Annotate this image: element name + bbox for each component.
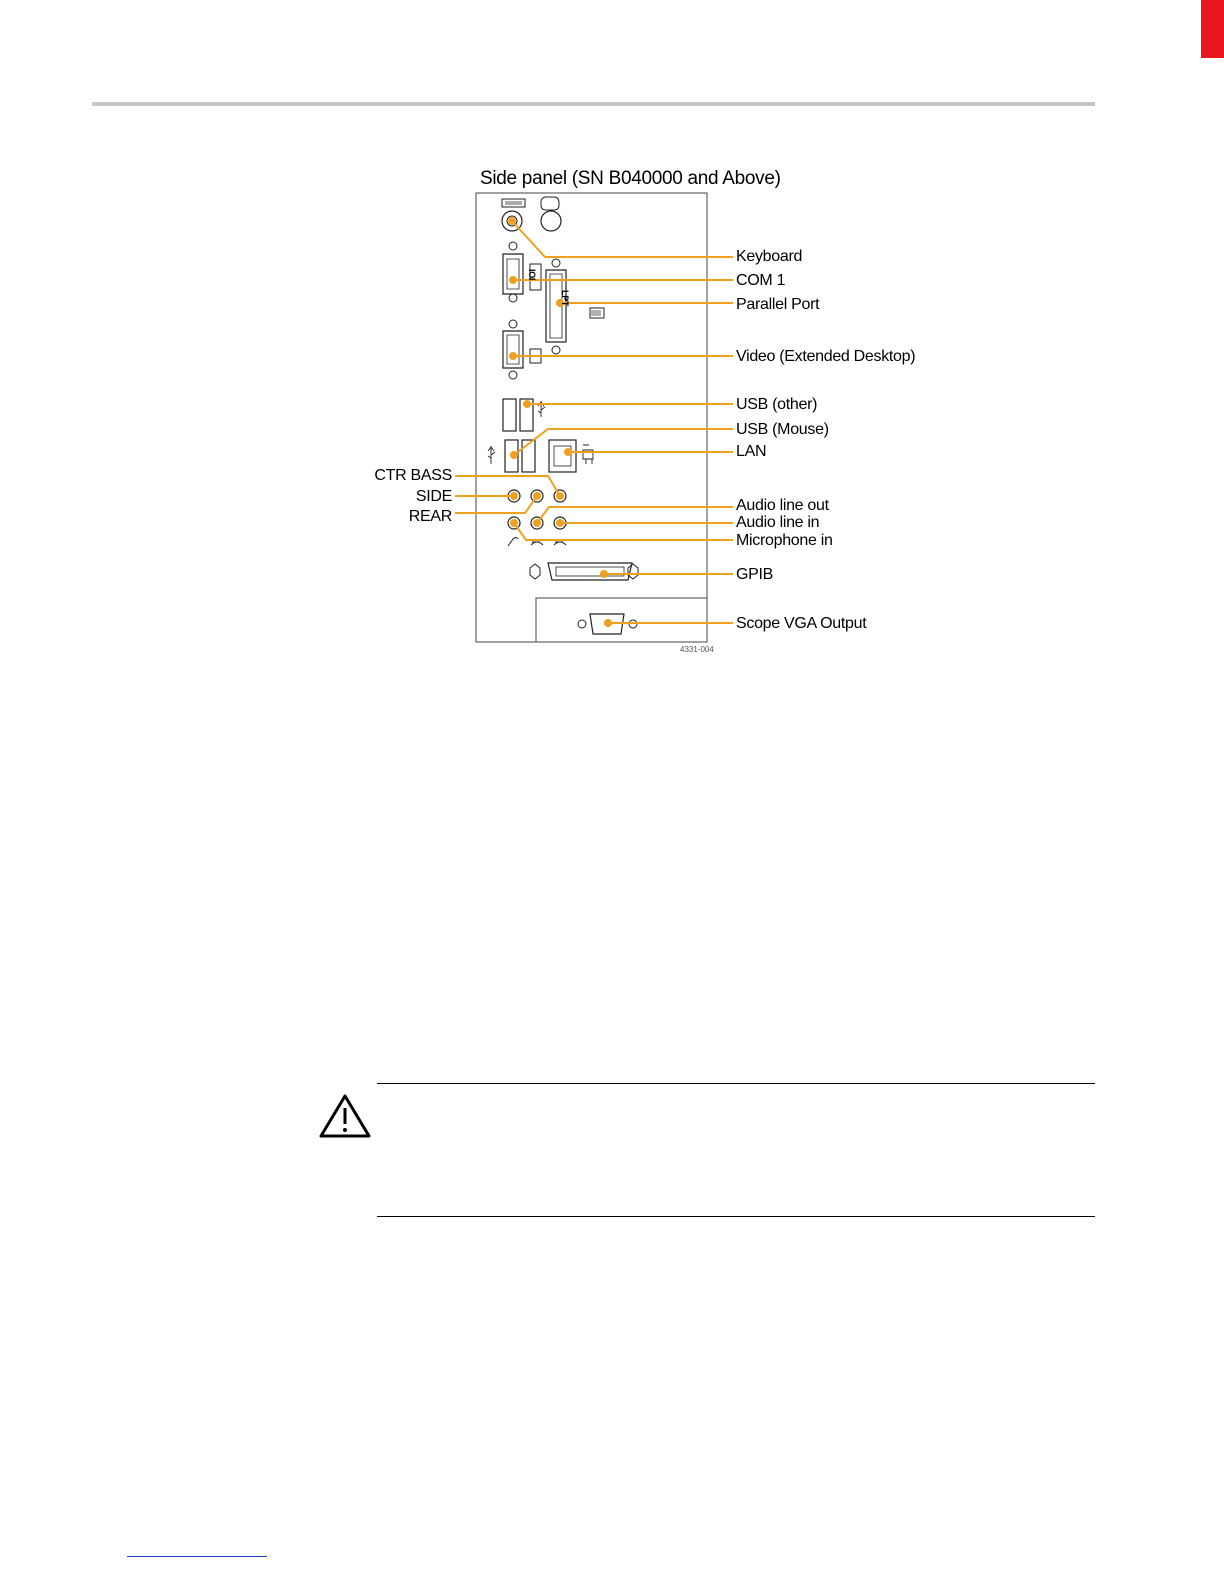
label-video: Video (Extended Desktop) bbox=[736, 348, 916, 365]
com-io-mark: IOI bbox=[527, 269, 537, 281]
microphone-icon bbox=[508, 538, 518, 547]
keyboard-icon bbox=[502, 199, 525, 207]
warning-bottom-rule bbox=[377, 1216, 1095, 1217]
label-scope-vga-output: Scope VGA Output bbox=[736, 615, 867, 632]
scope-vga-bay bbox=[536, 598, 707, 642]
label-microphone-in: Microphone in bbox=[736, 532, 833, 549]
warning-triangle-icon bbox=[318, 1093, 372, 1139]
callout-audio-out bbox=[537, 507, 733, 523]
speaker-icon bbox=[531, 542, 543, 545]
usb-port-a bbox=[503, 399, 516, 431]
ps2-mouse-port bbox=[541, 211, 561, 231]
label-parallel-port: Parallel Port bbox=[736, 296, 820, 313]
gpib-connector bbox=[548, 563, 632, 580]
label-com1: COM 1 bbox=[736, 272, 786, 289]
lan-port bbox=[549, 440, 576, 472]
label-audio-line-out: Audio line out bbox=[736, 497, 829, 514]
figure-title: Side panel (SN B040000 and Above) bbox=[480, 168, 781, 189]
usb-icon-lower bbox=[488, 446, 495, 464]
label-keyboard: Keyboard bbox=[736, 248, 803, 265]
label-audio-line-in: Audio line in bbox=[736, 514, 820, 531]
com1-port bbox=[503, 254, 523, 294]
side-panel-diagram bbox=[0, 0, 1224, 700]
label-lan: LAN bbox=[736, 443, 767, 460]
callout-mic-in bbox=[514, 523, 733, 540]
callout-ctr-bass bbox=[455, 476, 560, 496]
lpt-mark: LPT bbox=[560, 290, 570, 307]
label-usb-other: USB (other) bbox=[736, 396, 818, 413]
callout-keyboard bbox=[512, 221, 733, 257]
label-rear: REAR bbox=[408, 508, 452, 525]
lan-icon bbox=[583, 445, 593, 464]
video-port bbox=[503, 331, 523, 368]
mouse-icon bbox=[541, 197, 559, 210]
footnote-link-rule bbox=[127, 1556, 267, 1557]
label-usb-mouse: USB (Mouse) bbox=[736, 421, 829, 438]
label-ctr-bass: CTR BASS bbox=[374, 467, 452, 484]
figure-number: 4331-004 bbox=[680, 645, 714, 654]
gpib-screw-left bbox=[530, 564, 540, 579]
callout-rear bbox=[455, 496, 537, 513]
label-gpib: GPIB bbox=[736, 566, 774, 583]
line-in-icon bbox=[554, 542, 566, 545]
warning-top-rule bbox=[377, 1083, 1095, 1084]
label-side: SIDE bbox=[415, 488, 452, 505]
